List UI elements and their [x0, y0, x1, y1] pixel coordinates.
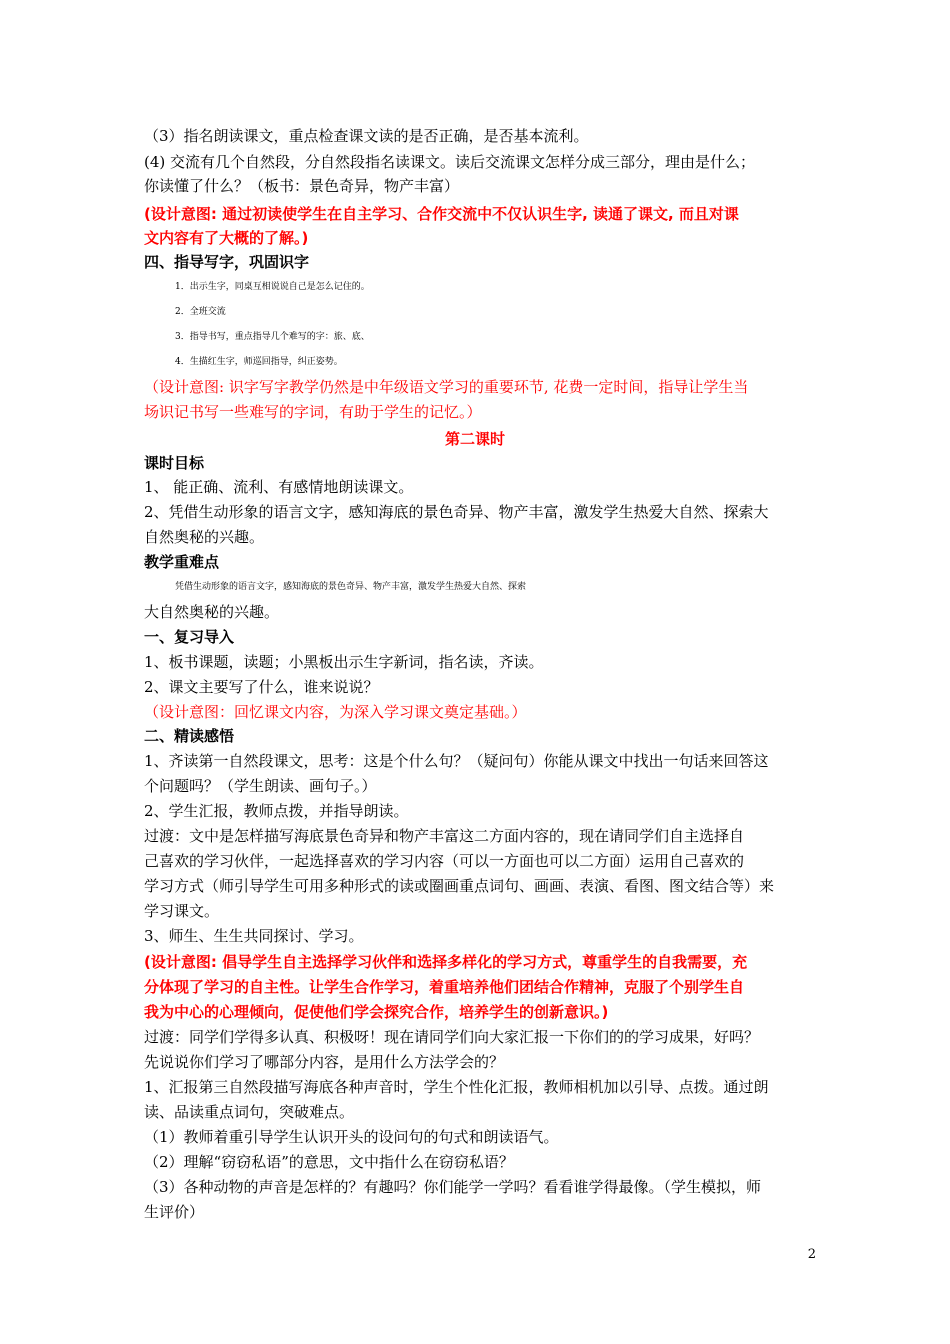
text-line: 大自然奥秘的兴趣。 — [144, 603, 280, 621]
design-intent-line: （设计意图：回忆课文内容，为深入学习课文奠定基础。） — [144, 703, 527, 721]
lesson-title: 第二课时 — [444, 430, 505, 448]
text-line: 学习方式（师引导学生可用多种形式的读或圈画重点词句、画画、表演、看图、图文结合等）来 — [144, 877, 775, 895]
section-heading: 四、指导写字，巩固识字 — [144, 253, 310, 271]
text-line: 1、 能正确、流利、有感情地朗读课文。 — [144, 478, 414, 496]
text-line: 1、板书课题，读题；小黑板出示生字新词，指名读，齐读。 — [144, 653, 544, 671]
section-heading: 一、复习导入 — [144, 628, 235, 646]
section-heading: 教学重难点 — [144, 553, 220, 571]
text-line: 过渡：同学们学得多认真、积极呀！现在请同学们向大家汇报一下你们的的学习成果，好吗？ — [144, 1028, 760, 1046]
design-intent-line: (设计意图: 通过初读使学生在自主学习、合作交流中不仅认识生字, 读通了课文, 而且对课 — [144, 205, 739, 223]
text-line: 3．指导书写，重点指导几个难写的字：旅、底、 — [175, 332, 370, 342]
text-line: 3、师生、生生共同探讨、学习。 — [144, 927, 364, 945]
design-intent-line: 场识记书写一些难写的字词，有助于学生的记忆。） — [144, 403, 482, 421]
text-line: 过渡：文中是怎样描写海底景色奇异和物产丰富这二方面内容的，现在请同学们自主选择自 — [144, 827, 745, 845]
text-line: 4．生描红生字，师巡回指导，纠正姿势。 — [175, 357, 343, 367]
text-line: 学习课文。 — [144, 902, 220, 920]
design-intent-line: 文内容有了大概的了解。) — [144, 229, 309, 247]
section-heading: 二、精读感悟 — [144, 727, 235, 745]
text-line: 个问题吗？（学生朗读、画句子。） — [144, 777, 377, 795]
text-line: 2、凭借生动形象的语言文字，感知海底的景色奇异、物产丰富，激发学生热爱大自然、探索大 — [144, 503, 769, 521]
text-line: 己喜欢的学习伙伴，一起选择喜欢的学习内容（可以一方面也可以二方面）运用自己喜欢的 — [144, 852, 745, 870]
text-line: (4) 交流有几个自然段，分自然段指名读课文。读后交流课文怎样分成三部分，理由是什么； — [144, 153, 756, 171]
text-line: 自然奥秘的兴趣。 — [144, 528, 265, 546]
text-line: 2．全班交流 — [175, 307, 226, 317]
text-line: 先说说你们学习了哪部分内容，是用什么方法学会的？ — [144, 1053, 505, 1071]
design-intent-line: 我为中心的心理倾向，促使他们学会探究合作，培养学生的创新意识。) — [144, 1003, 609, 1021]
text-line: （3）各种动物的声音是怎样的？有趣吗？你们能学一学吗？看看谁学得最像。（学生模拟，师 — [144, 1178, 762, 1196]
section-heading: 课时目标 — [144, 454, 205, 472]
text-line: 你读懂了什么？（板书：景色奇异，物产丰富） — [144, 177, 460, 195]
text-line: 1、汇报第三自然段描写海底各种声音时，学生个性化汇报，教师相机加以引导、点拨。通过朗 — [144, 1078, 769, 1096]
design-intent-line: (设计意图: 倡导学生自主选择学习伙伴和选择多样化的学习方式，尊重学生的自我需要，充 — [144, 953, 748, 971]
text-line: （1）教师着重引导学生认识开头的设问句的句式和朗读语气。 — [144, 1128, 559, 1146]
text-line: 生评价） — [144, 1203, 205, 1221]
design-intent-line: （设计意图: 识字写字教学仍然是中年级语文学习的重要环节, 花费一定时间，指导让学生当 — [144, 378, 749, 396]
design-intent-line: 分体现了学习的自主性。让学生合作学习，着重培养他们团结合作精神，克服了个别学生自 — [144, 978, 745, 996]
text-line: 凭借生动形象的语言文字，感知海底的景色奇异、物产丰富，激发学生热爱大自然、探索 — [175, 582, 527, 592]
text-line: 1．出示生字，同桌互相说说自己是怎么记住的。 — [175, 282, 370, 292]
text-line: （3）指名朗读课文，重点检查课文读的是否正确，是否基本流利。 — [144, 127, 589, 145]
text-line: 读、品读重点词句，突破难点。 — [144, 1103, 355, 1121]
page-number: 2 — [807, 1247, 816, 1262]
text-line: 2、课文主要写了什么，谁来说说？ — [144, 678, 379, 696]
text-line: 2、学生汇报，教师点拨，并指导朗读。 — [144, 802, 409, 820]
text-line: 1、齐读第一自然段课文，思考：这是个什么句？（疑问句）你能从课文中找出一句话来回答这 — [144, 752, 769, 770]
text-line: （2）理解“窃窃私语”的意思，文中指什么在窃窃私语？ — [144, 1153, 514, 1171]
